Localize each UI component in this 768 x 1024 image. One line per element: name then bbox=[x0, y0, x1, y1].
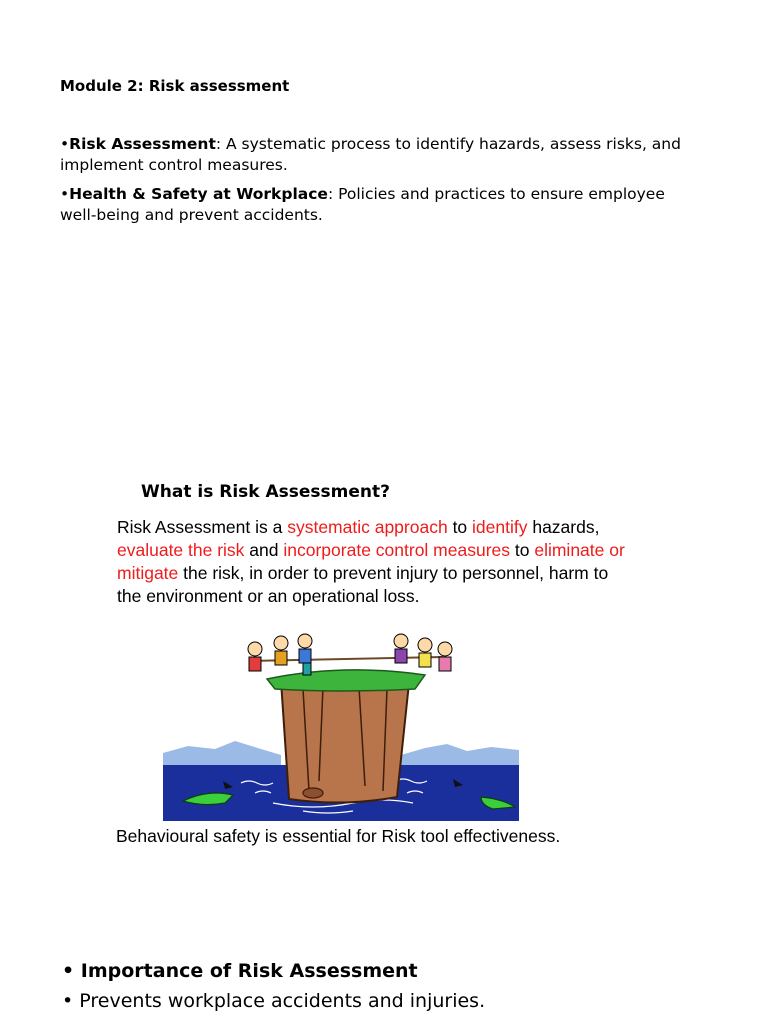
bullet-marker: • bbox=[60, 185, 70, 203]
bullet-text: : A systematic process to identify hazards, assess risks, and implement control measures. bbox=[60, 135, 681, 174]
para-highlight: identify bbox=[472, 517, 528, 537]
mountain-left bbox=[163, 741, 281, 765]
importance-heading bbox=[62, 958, 418, 984]
section-title: What is Risk Assessment? bbox=[141, 482, 390, 502]
para-text: and bbox=[244, 540, 284, 560]
para-highlight: eliminate or mitigate bbox=[117, 540, 625, 583]
definition-paragraph bbox=[117, 516, 637, 608]
module-title: Module 2: Risk assessment bbox=[60, 77, 290, 95]
bullet-marker: • bbox=[60, 135, 70, 153]
bullet-marker: • bbox=[62, 990, 74, 1012]
grass-top bbox=[267, 670, 425, 691]
importance-item bbox=[62, 988, 485, 1014]
para-text: Risk Assessment is a bbox=[117, 517, 288, 537]
cliff-tug-of-war-illustration bbox=[163, 631, 519, 821]
para-text: to bbox=[510, 540, 535, 560]
cliff bbox=[281, 681, 409, 803]
importance-text: Importance of Risk Assessment bbox=[80, 960, 418, 982]
bullet-term: Health & Safety at Workplace bbox=[69, 185, 328, 203]
para-highlight: incorporate control measures bbox=[283, 540, 511, 560]
para-text: the risk, in order to prevent injury to personnel, harm to the environment or an operational loss. bbox=[117, 563, 609, 606]
rock bbox=[303, 788, 323, 798]
para-highlight: systematic approach bbox=[287, 517, 448, 537]
mountain-right bbox=[401, 744, 519, 765]
people-right-team bbox=[394, 634, 452, 671]
bullet-health-safety bbox=[60, 184, 700, 226]
illustration-caption: Behavioural safety is essential for Risk tool effectiveness. bbox=[116, 826, 561, 846]
bullet-marker: • bbox=[62, 960, 75, 982]
para-text: to bbox=[447, 517, 473, 537]
bullet-term: Risk Assessment bbox=[69, 135, 216, 153]
bullet-text: : Policies and practices to ensure employee well-being and prevent accidents. bbox=[60, 185, 665, 224]
importance-text: Prevents workplace accidents and injuries. bbox=[79, 990, 486, 1012]
bullet-risk-assessment bbox=[60, 134, 700, 176]
people-left-team bbox=[248, 634, 312, 675]
para-text: hazards, bbox=[527, 517, 600, 537]
para-highlight: evaluate the risk bbox=[117, 540, 245, 560]
